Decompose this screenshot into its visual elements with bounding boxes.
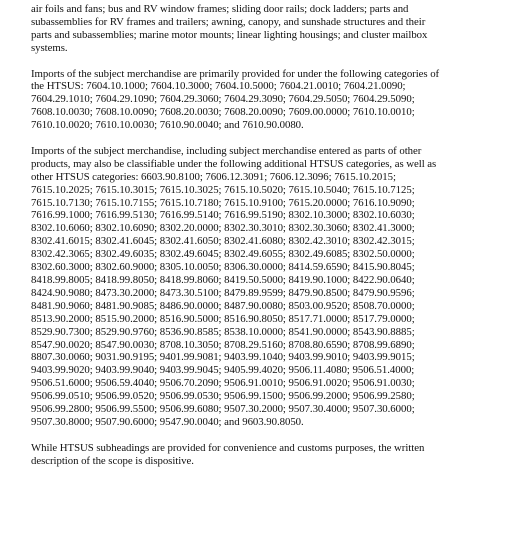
text-line: subassemblies for RV frames and trailers; awning, canopy, and sunshade structures and their <box>31 15 426 28</box>
text-line: description of the scope is dispositive. <box>31 454 194 467</box>
text-line: 9403.99.9020; 9403.99.9040; 9403.99.9045; 9405.99.4020; 9506.11.4080; 9506.51.4000; <box>31 364 415 377</box>
text-line: the HTSUS: 7604.10.1000; 7604.10.3000; 7604.10.5000; 7604.21.0010; 7604.21.0090; <box>31 80 406 93</box>
text-line: parts and subassemblies; marine motor mounts; linear lighting housings; and cluster mailbox <box>31 28 428 41</box>
text-line: 7604.29.1010; 7604.29.1090; 7604.29.3060; 7604.29.3090; 7604.29.5050; 7604.29.5090; <box>31 93 415 106</box>
text-line: 8418.99.8005; 8418.99.8050; 8418.99.8060; 8419.50.5000; 8419.90.1000; 8422.90.0640; <box>31 274 415 286</box>
text-line: 7615.10.2025; 7615.10.3015; 7615.10.3025; 7615.10.5020; 7615.10.5040; 7615.10.7125; <box>31 183 415 196</box>
text-line: 8807.30.0060; 9031.90.9195; 9401.99.9081; 9403.99.1040; 9403.99.9010; 9403.99.9015; <box>31 351 415 364</box>
text-line: 8424.90.9080; 8473.30.2000; 8473.30.5100; 8479.89.9599; 8479.90.8500; 8479.90.9596; <box>31 286 415 299</box>
text-line: 9506.51.6000; 9506.59.4040; 9506.70.2090; 9506.91.0010; 9506.91.0020; 9506.91.0030; <box>31 377 415 390</box>
text-line: 8547.90.0020; 8547.90.0030; 8708.10.3050; 8708.29.5160; 8708.80.6590; 8708.99.6890; <box>31 338 415 351</box>
text-line: While HTSUS subheadings are provided for convenience and customs purposes, the written <box>31 441 425 454</box>
text-line: products, may also be classifiable under the following additional HTSUS categories, as well as <box>31 157 437 170</box>
text-line: 7615.10.7130; 7615.10.7155; 7615.10.7180; 7615.10.9100; 7615.20.0000; 7616.10.9090; <box>31 196 415 209</box>
text-line: 7608.10.0030; 7608.10.0090; 7608.20.0030; 7608.20.0090; 7609.00.0000; 7610.10.0010; <box>31 106 415 119</box>
text-line: 8302.10.6060; 8302.10.6090; 8302.20.0000; 8302.30.3010; 8302.30.3060; 8302.41.3000; <box>31 222 415 235</box>
text-line: air foils and fans; bus and RV window frames; sliding door rails; dock ladders; parts and <box>31 3 409 15</box>
text-line: 8481.90.9060; 8481.90.9085; 8486.90.0000; 8487.90.0080; 8503.00.9520; 8508.70.0000; <box>31 299 415 312</box>
text-line: 8302.42.3065; 8302.49.6035; 8302.49.6045; 8302.49.6055; 8302.49.6085; 8302.50.0000; <box>31 248 415 261</box>
paragraph-additional-htsus <box>31 145 506 429</box>
text-line: 8302.60.3000; 8302.60.9000; 8305.10.0050; 8306.30.0000; 8414.59.6590; 8415.90.8045; <box>31 261 415 274</box>
text-line: 7616.99.1000; 7616.99.5130; 7616.99.5140; 7616.99.5190; 8302.10.3000; 8302.10.6030; <box>31 209 415 222</box>
document-page <box>31 3 506 480</box>
paragraph-primary-htsus <box>31 68 506 133</box>
paragraph-product-list <box>31 3 506 55</box>
text-line: 7610.10.0020; 7610.10.0030; 7610.90.0040; and 7610.90.0080. <box>31 119 304 132</box>
text-line: Imports of the subject merchandise are primarily provided for under the following categories of <box>31 67 440 80</box>
text-line: 9506.99.0510; 9506.99.0520; 9506.99.0530; 9506.99.1500; 9506.99.2000; 9506.99.2580; <box>31 390 415 403</box>
text-line: systems. <box>31 41 68 54</box>
text-line: 8529.90.7300; 8529.90.9760; 8536.90.8585; 8538.10.0000; 8541.90.0000; 8543.90.8885; <box>31 325 415 338</box>
text-line: 8302.41.6015; 8302.41.6045; 8302.41.6050; 8302.41.6080; 8302.42.3010; 8302.42.3015; <box>31 235 415 248</box>
text-line: 9507.30.8000; 9507.90.6000; 9547.90.0040; and 9603.90.8050. <box>31 415 304 428</box>
text-line: 9506.99.2800; 9506.99.5500; 9506.99.6080; 9507.30.2000; 9507.30.4000; 9507.30.6000; <box>31 403 415 416</box>
text-line: Imports of the subject merchandise, including subject merchandise entered as parts of other <box>31 144 422 157</box>
text-line: other HTSUS categories: 6603.90.8100; 7606.12.3091; 7606.12.3096; 7615.10.2015; <box>31 170 396 183</box>
text-line: 8513.90.2000; 8515.90.2000; 8516.90.5000; 8516.90.8050; 8517.71.0000; 8517.79.0000; <box>31 312 415 325</box>
paragraph-scope-note <box>31 442 506 468</box>
